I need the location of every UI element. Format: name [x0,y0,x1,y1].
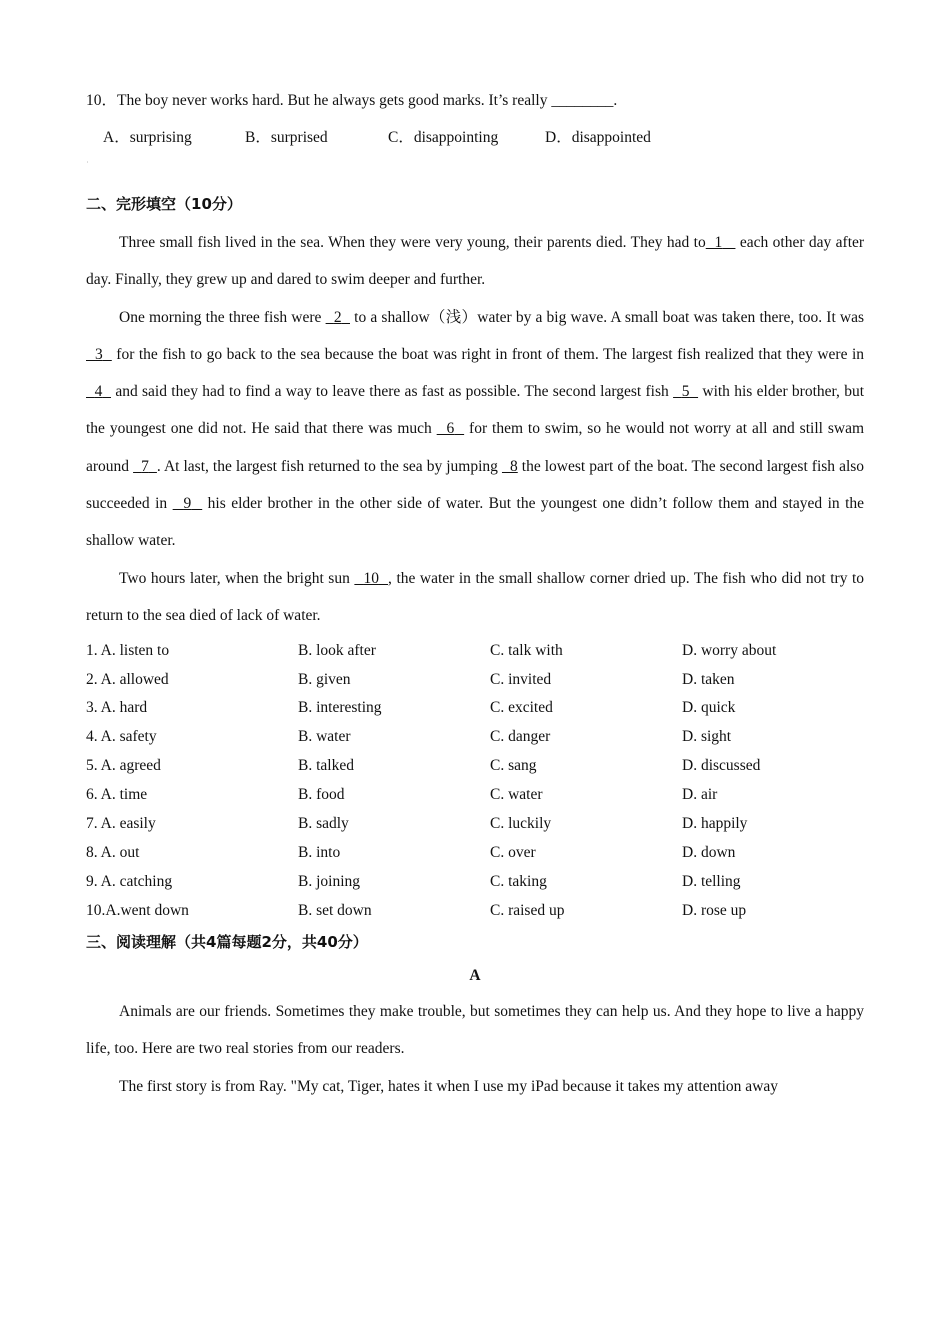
choice-option: 8. A. out [86,843,140,861]
blank-1: 1 [714,234,723,251]
choice-option: 3. A. hard [86,699,148,717]
choice-row [86,694,864,723]
blank-10: 10 [363,569,379,587]
choice-option: C. taking [490,872,547,890]
choice-option: C. talk with [490,641,563,659]
choice-option: D. down [682,843,736,861]
choice-option: D. taken [682,670,735,688]
choice-option: B. given [298,670,351,688]
choice-option: D. worry about [682,641,777,659]
choice-option: C. raised up [490,901,565,919]
choice-option: B. interesting [298,699,382,717]
choice-option: 9. A. catching [86,872,173,890]
choice-option: C. excited [490,699,553,717]
choice-option: B. water [298,728,351,746]
question-10-stem: 10．The boy never works hard. But he always gets good marks. It’s really ________. [86,92,618,109]
choice-option: 4. A. safety [86,728,157,746]
option-d: D．disappointed [545,129,651,146]
choice-option: D. sight [682,728,732,746]
blank-7: 7 [141,457,149,475]
choice-option: C. over [490,843,536,861]
blank-4: 4 [94,383,103,401]
blank-8: 8 [510,457,518,475]
choice-option: B. joining [298,872,361,890]
choice-option: B. food [298,786,345,804]
cloze-choices-table [86,636,864,925]
passage-label: A [469,967,481,985]
choice-option: D. air [682,786,718,804]
option-c: C．disappointing [388,129,499,146]
choice-row [86,752,864,781]
choice-option: B. look after [298,641,376,659]
option-a: A．surprising [103,129,192,146]
blank-3: 3 [95,345,103,363]
choice-row [86,781,864,810]
choice-option: 7. A. easily [86,815,156,833]
choice-row [86,636,864,665]
choice-option: C. luckily [490,815,552,833]
choice-option: D. quick [682,699,736,717]
blank-5: 5 [681,383,690,401]
section-2-heading: 二、完形填空（10分） [86,195,242,213]
choice-option: 6. A. time [86,786,148,804]
choice-option: D. happily [682,815,748,833]
section-3-heading: 三、阅读理解（共4篇每题2分，共40分） [86,933,368,952]
choice-option: D. telling [682,872,741,890]
option-b: B．surprised [245,129,328,146]
question-10-options [86,118,864,158]
choice-option: B. set down [298,901,372,919]
cloze-paragraph-3: Two hours later, when the bright sun 10 , the water in the small shallow corner dried up. The fish who did not try to return to the sea died of lack of water. [86,569,865,624]
choice-option: 2. A. allowed [86,670,169,688]
blank-2: 2 [333,308,342,326]
choice-option: C. water [490,786,543,804]
choice-row [86,810,864,839]
choice-option: C. sang [490,757,537,775]
choice-option: C. invited [490,670,552,688]
choice-option: 10.A.went down [86,901,189,919]
cloze-paragraph-1: Three small fish lived in the sea. When they were very young, their parents died. They had to 1 each other day after day. Finally, they grew up and dared to swim deeper and further. [86,234,865,289]
choice-row [86,867,864,896]
reading-paragraph-1: Animals are our friends. Sometimes they make trouble, but sometimes they can help us. And they hope to live a happy life, too. Here are two real stories from our readers. [86,1003,864,1058]
choice-row [86,723,864,752]
choice-option: D. discussed [682,757,761,775]
choice-row [86,839,864,868]
paragraph-mark: ˙ [86,160,89,170]
blank-9: 9 [183,495,192,513]
choice-row [86,665,864,694]
choice-option: C. danger [490,728,551,746]
choice-option: 5. A. agreed [86,757,161,775]
document-page [86,84,864,1105]
reading-paragraph-2: The first story is from Ray. "My cat, Tiger, hates it when I use my iPad because it takes my attention away [119,1077,779,1095]
choice-option: D. rose up [682,901,747,919]
choice-row [86,896,864,925]
cloze-paragraph-2: One morning the three fish were 2 to a shallow（浅）water by a big wave. A small boat was taken there, too. It was 3 for the fish to go back to the sea because the boat was right in front of them. The largest fish realized that they were in 4 and said they had to find a way to leave there as fast as possible. The second largest fish 5 with his elder brother, but the youngest one did not. He said that there was much 6 for them to swim, so he would not worry at all and still swam around 7 . At last, the largest fish returned to the sea by jumping 8 the lowest part of the boat. The second largest fish also succeeded in 9 his elder brother in the other side of water. But the youngest one didn’t follow them and stayed in the shallow water. [86,308,865,550]
choice-option: B. sadly [298,815,349,833]
choice-option: B. talked [298,757,354,775]
choice-option: 1. A. listen to [86,641,170,659]
choice-option: B. into [298,843,341,861]
blank-6: 6 [446,420,455,438]
